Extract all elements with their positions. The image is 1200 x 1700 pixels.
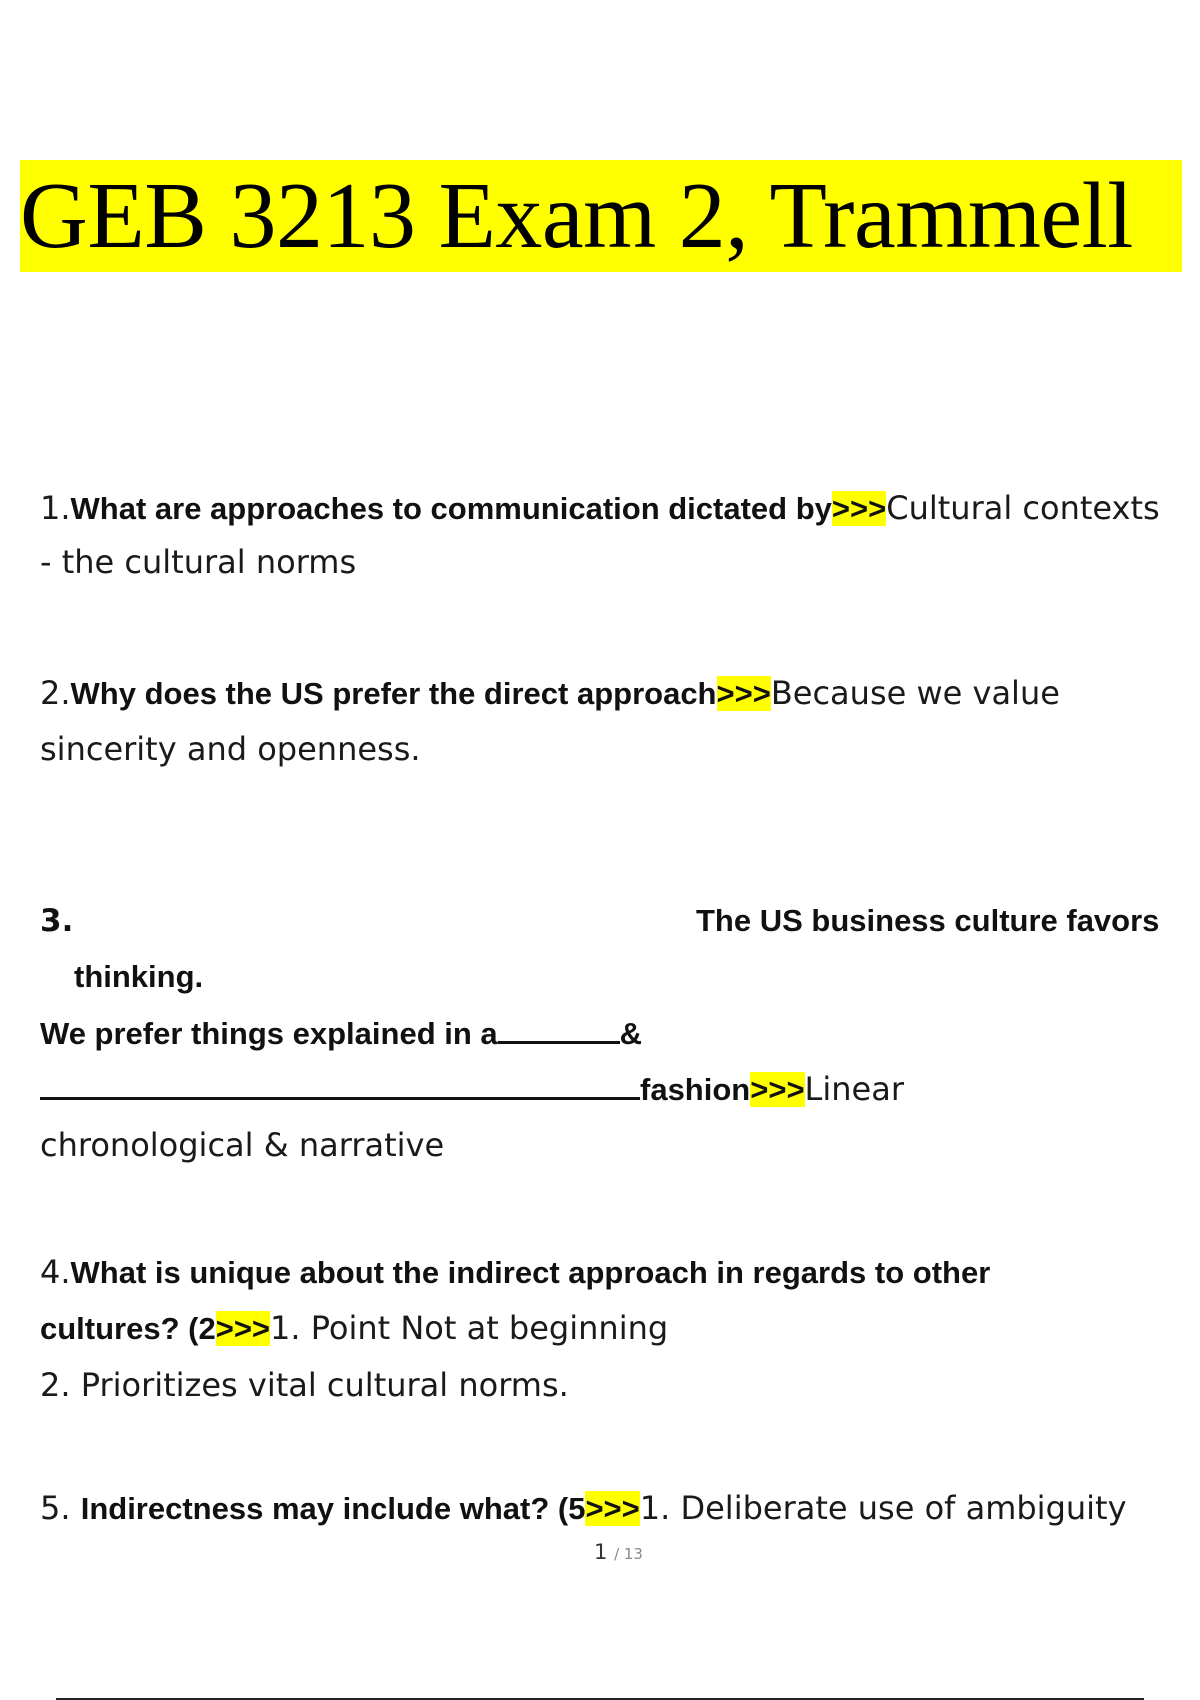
question-text: What is unique about the indirect approach in regards to other — [70, 1255, 991, 1290]
question-3-part3 — [40, 1013, 642, 1054]
answer-marker: >>> — [215, 1311, 271, 1346]
question-3-part1 — [696, 900, 1159, 941]
fill-in-blank — [40, 1075, 640, 1100]
question-text: thinking. — [74, 959, 204, 994]
answer-text: - the cultural norms — [40, 543, 357, 581]
question-number: 3. — [40, 903, 74, 939]
question-number: 2. — [40, 674, 71, 712]
question-3-part4 — [40, 1069, 904, 1110]
question-2 — [40, 673, 1060, 714]
question-number: 4. — [40, 1253, 71, 1291]
fill-in-blank — [498, 1019, 620, 1044]
question-1 — [40, 488, 1160, 529]
answer-marker: >>> — [831, 491, 887, 526]
question-text: The US business culture favors — [696, 903, 1160, 938]
answer-text: chronological & narrative — [40, 1126, 445, 1164]
answer-text: Cultural contexts — [886, 489, 1160, 527]
answer-marker: >>> — [585, 1491, 640, 1526]
question-text: We prefer things explained in a — [40, 1016, 498, 1051]
question-number: 5. — [40, 1489, 71, 1527]
question-5 — [40, 1488, 1127, 1529]
question-4-continued — [40, 1308, 668, 1349]
question-3-number-line — [40, 900, 73, 941]
answer-text: sincerity and openness. — [40, 730, 421, 768]
current-page: 1 — [594, 1540, 608, 1564]
document-title: GEB 3213 Exam 2, Trammell — [20, 164, 1133, 268]
answer-text: Because we value — [770, 674, 1060, 712]
question-text: Why does the US prefer the direct approach — [70, 676, 717, 711]
question-number: 1. — [40, 489, 71, 527]
answer-1-continued — [40, 542, 356, 582]
question-text: & — [619, 1016, 643, 1051]
answer-3-continued — [40, 1125, 444, 1165]
question-text: fashion — [640, 1072, 751, 1107]
answer-text: 1. Deliberate use of ambiguity — [639, 1489, 1127, 1527]
answer-text: 1. Point Not at beginning — [270, 1309, 669, 1347]
answer-2-continued — [40, 729, 421, 769]
answer-text: 2. Prioritizes vital cultural norms. — [40, 1366, 569, 1404]
question-text: Indirectness may include what? (5 — [80, 1491, 586, 1526]
total-pages: / 13 — [614, 1545, 643, 1563]
question-text: cultures? (2 — [40, 1311, 216, 1346]
question-text: What are approaches to communication dictated by — [70, 491, 832, 526]
answer-text: Linear — [804, 1070, 904, 1108]
page-indicator — [0, 1540, 1200, 1564]
question-3-part2 — [74, 956, 203, 997]
answer-marker: >>> — [750, 1072, 805, 1107]
answer-marker: >>> — [716, 676, 771, 711]
question-4 — [40, 1252, 990, 1293]
answer-4-continued — [40, 1365, 569, 1405]
